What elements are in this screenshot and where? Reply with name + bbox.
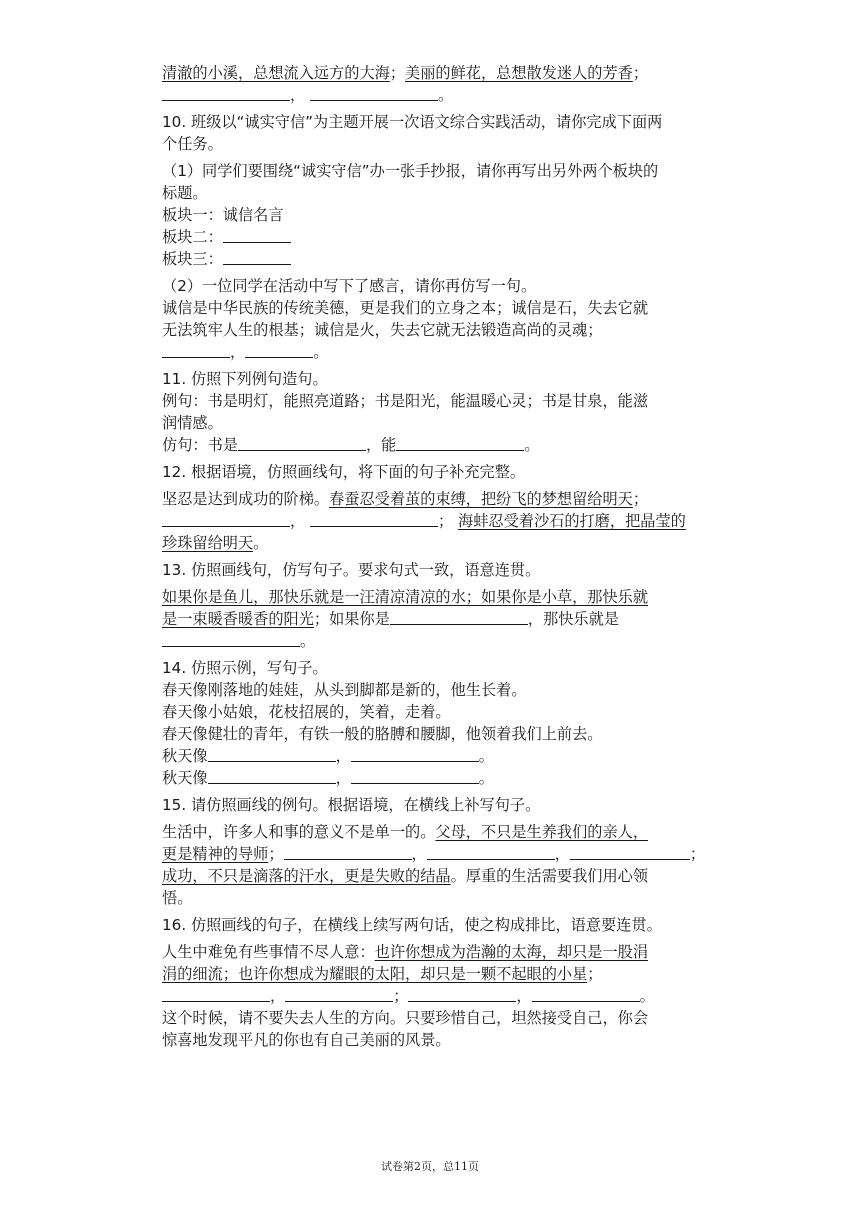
q12-line-1 [162, 488, 742, 510]
punct: 。 [438, 86, 454, 104]
plain-text: ，那快乐就是 [527, 610, 619, 628]
q11-answer-line [162, 434, 742, 456]
q16-answer-line [162, 985, 742, 1007]
punct: ， [290, 512, 306, 530]
q13-line-3 [162, 630, 742, 652]
q13-line-1 [162, 586, 742, 608]
q11-example-1: 例句：书是明灯，能照亮道路；书是阳光，能温暖心灵；书是甘泉，能滋 [162, 392, 648, 410]
punct: 。 [639, 987, 655, 1005]
answer-blank[interactable] [162, 512, 290, 527]
page-footer: 试卷第2页，总11页 [381, 1160, 479, 1173]
prompt-text: 秋天像 [162, 747, 208, 765]
answer-blank[interactable] [284, 845, 412, 860]
prompt-text: ，能 [365, 436, 397, 454]
q15-line-3 [162, 865, 742, 887]
punct: 。 [478, 747, 494, 765]
punct: ； [587, 965, 603, 983]
q9-answer-line [162, 84, 742, 106]
q10-task-2: （2）一位同学在活动中写下了感言，请你再仿写一句。 [162, 277, 537, 295]
answer-blank[interactable] [162, 343, 230, 358]
punct: 。 [478, 769, 494, 787]
answer-blank[interactable] [223, 228, 291, 243]
answer-blank[interactable] [351, 769, 479, 784]
q10-block-2 [162, 226, 742, 248]
q15-line-2 [162, 843, 742, 865]
q14-answer-line-2 [162, 767, 742, 789]
q16-line-1 [162, 941, 742, 963]
q15-underlined: 成功，不只是滴落的汗水，更是失败的结晶 [162, 867, 451, 885]
answer-blank[interactable] [223, 250, 291, 265]
q16-underlined: 涓的细流；也许你想成为耀眼的太阳，却只是一颗不起眼的小星 [162, 965, 588, 983]
answer-blank[interactable] [396, 436, 524, 451]
q10-text-1: 诚信是中华民族的传统美德，更是我们的立身之本；诚信是石，失去它就 [162, 299, 648, 317]
q11-title: 11. 仿照下列例句造句。 [162, 370, 328, 388]
answer-blank[interactable] [351, 747, 479, 762]
block-label: 板块二： [162, 228, 223, 246]
q16-line-5: 惊喜地发现平凡的你也有自己美丽的风景。 [162, 1031, 451, 1049]
plain-text: 。厚重的生活需要我们用心领 [450, 867, 648, 885]
q10-block-3 [162, 248, 742, 270]
answer-blank[interactable] [408, 987, 516, 1002]
answer-blank[interactable] [162, 632, 300, 647]
q9-punct: ； [389, 64, 405, 82]
punct: ； [632, 490, 648, 508]
prompt-text: 秋天像 [162, 769, 208, 787]
q13-title: 13. 仿照画线句，仿写句子。要求句式一致，语意连贯。 [162, 561, 541, 579]
answer-blank[interactable] [310, 86, 438, 101]
q12-line-3 [162, 532, 742, 554]
q9-underlined-1: 清澈的小溪，总想流入远方的大海 [162, 64, 390, 82]
q14-example-2: 春天像小姑娘，花枝招展的，笑着，走着。 [162, 703, 451, 721]
answer-blank[interactable] [245, 343, 313, 358]
punct: ， [554, 845, 570, 863]
q10-task-1: （1）同学们要围绕“诚实守信”办一张手抄报，请你再写出另外两个板块的 [162, 162, 659, 180]
q14-example-3: 春天像健壮的青年，有铁一般的胳膊和腰脚，他领着我们上前去。 [162, 725, 603, 743]
q14-title: 14. 仿照示例，写句子。 [162, 659, 328, 677]
answer-blank[interactable] [208, 747, 336, 762]
punct: ； [268, 845, 284, 863]
q12-title: 12. 根据语境，仿照画线句，将下面的句子补充完整。 [162, 463, 526, 481]
q15-underlined: 父母，不只是生养我们的亲人， [435, 823, 648, 841]
prompt-text: 仿句：书是 [162, 436, 238, 454]
answer-blank[interactable] [390, 610, 528, 625]
q12-underlined: 珍珠留给明天 [162, 534, 254, 552]
punct: ， [230, 343, 246, 361]
answer-blank[interactable] [570, 845, 690, 860]
punct: 。 [300, 632, 316, 650]
q9-underlined-2: 美丽的鲜花，总想散发迷人的芳香 [405, 64, 633, 82]
answer-blank[interactable] [162, 86, 290, 101]
q10-title-cont: 个任务。 [162, 135, 223, 153]
answer-blank[interactable] [285, 987, 393, 1002]
q15-title: 15. 请仿照画线的例句。根据语境，在横线上补写句子。 [162, 796, 541, 814]
q11-example-2: 润情感。 [162, 414, 223, 432]
punct: 。 [524, 436, 540, 454]
q15-line-4: 悟。 [162, 889, 193, 907]
answer-blank[interactable] [162, 987, 270, 1002]
q13-underlined: 如果你是鱼儿，那快乐就是一汪清凉清凉的水；如果你是小草，那快乐就 [162, 588, 648, 606]
punct: ， [290, 86, 306, 104]
q9-example-line [162, 62, 742, 84]
punct: ； [393, 987, 409, 1005]
q10-answer-line [162, 341, 742, 363]
q16-line-2 [162, 963, 742, 985]
q12-line-2 [162, 510, 742, 532]
q15-line-1 [162, 821, 742, 843]
punct: ； [438, 512, 454, 530]
plain-text: 人生中难免有些事情不尽人意： [162, 943, 375, 961]
q14-example-1: 春天像刚落地的娃娃，从头到脚都是新的，他生长着。 [162, 681, 527, 699]
answer-blank[interactable] [427, 845, 555, 860]
punct: ； [689, 845, 706, 863]
q12-underlined: 海蚌忍受着沙石的打磨，把晶莹的 [458, 512, 686, 530]
block-label: 板块三： [162, 250, 223, 268]
plain-text: 生活中，许多人和事的意义不是单一的。 [162, 823, 436, 841]
punct: 。 [253, 534, 269, 552]
q10-title: 10. 班级以“诚实守信”为主题开展一次语文综合实践活动，请你完成下面两 [162, 113, 663, 131]
q13-line-2 [162, 608, 742, 630]
q16-underlined: 也许你想成为浩瀚的太海，却只是一股涓 [374, 943, 648, 961]
q10-text-2: 无法筑牢人生的根基；诚信是火，失去它就无法锻造高尚的灵魂； [162, 321, 603, 339]
q13-underlined: 是一束暖香暖香的阳光 [162, 610, 314, 628]
q16-title: 16. 仿照画线的句子，在横线上续写两句话，使之构成排比，语意要连贯。 [162, 916, 662, 934]
punct: ， [335, 747, 351, 765]
punct: ， [335, 769, 351, 787]
q12-underlined: 春蚕忍受着茧的束缚，把纷飞的梦想留给明天 [329, 490, 633, 508]
plain-text: ；如果你是 [313, 610, 390, 628]
q10-task-1-cont: 标题。 [162, 184, 208, 202]
answer-blank[interactable] [310, 512, 438, 527]
q16-line-4: 这个时候，请不要失去人生的方向。只要珍惜自己，坦然接受自己，你会 [162, 1009, 648, 1027]
punct: ， [270, 987, 286, 1005]
q9-punct: ； [632, 64, 648, 82]
q10-block-1: 板块一：诚信名言 [162, 206, 284, 224]
worksheet-page [162, 62, 742, 1051]
answer-blank[interactable] [208, 769, 336, 784]
punct: 。 [313, 343, 329, 361]
punct: ， [411, 845, 427, 863]
plain-text: 坚忍是达到成功的阶梯。 [162, 490, 330, 508]
punct: ， [516, 987, 532, 1005]
answer-blank[interactable] [238, 436, 366, 451]
q14-answer-line-1 [162, 745, 742, 767]
q15-underlined: 更是精神的导师 [162, 845, 269, 863]
answer-blank[interactable] [532, 987, 640, 1002]
